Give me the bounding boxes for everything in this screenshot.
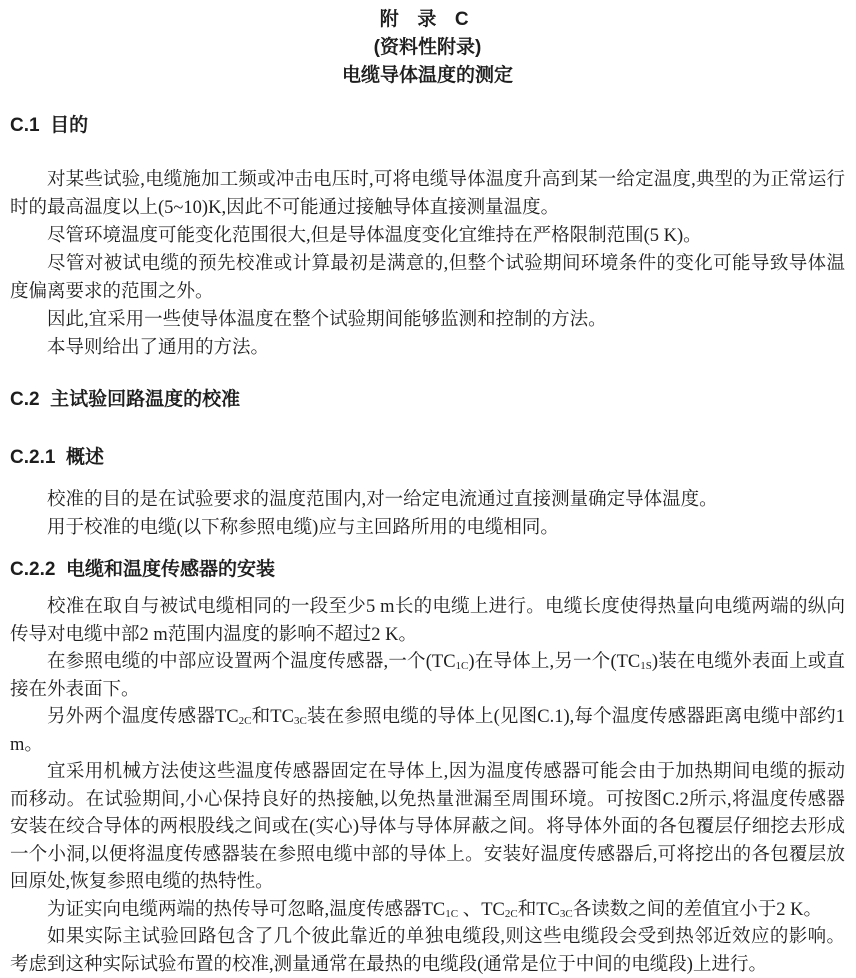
paragraph: 宜采用机械方法使这些温度传感器固定在导体上,因为温度传感器可能会由于加热期间电缆的振动而移动。在试验期间,小心保持良好的热接触,以免热量泄漏至周围环境。可按图C.2所示,将温度传感器安装在绞合导体的两根股线之间或在(实心)导体与导体屏蔽之间。将导体外面的各包覆层仔细挖去形成一个小洞,以便将温度传感器装在参照电缆中部的导体上。安装好温度传感器后,可将挖出的各包覆层放回原处,恢复参照电缆的热特性。: [10, 762, 845, 892]
paragraph: 另外两个温度传感器$TC_{2C}$和$TC_{3C}$装在参照电缆的导体上(见图C.1),每个温度传感器距离电缆中部约1 m。: [10, 707, 845, 755]
section-c21: [10, 444, 845, 542]
paragraph: 尽管对被试电缆的预先校准或计算最初是满意的,但整个试验期间环境条件的变化可能导致导体温度偏离要求的范围之外。: [10, 254, 845, 302]
section-c1-heading: C.1 目的: [10, 115, 89, 136]
paragraph: 校准在取自与被试电缆相同的一段至少5 m长的电缆上进行。电缆长度使得热量向电缆两端的纵向传导对电缆中部2 m范围内温度的影响不超过2 K。: [10, 597, 845, 645]
section-c1: [10, 112, 845, 362]
paragraph: 用于校准的电缆(以下称参照电缆)应与主回路所用的电缆相同。: [47, 518, 559, 538]
paragraph: 尽管环境温度可能变化范围很大,但是导体温度变化宜维持在严格限制范围(5 K)。: [47, 226, 702, 246]
paragraph: 因此,宜采用一些使导体温度在整个试验期间能够监测和控制的方法。: [47, 310, 607, 330]
section-c2: [10, 386, 845, 978]
appendix-title-block: [10, 6, 845, 90]
paragraph: 在参照电缆的中部应设置两个温度传感器,一个$(TC_{1C})$在导体上,另一个$(TC_{1S})$装在电缆外表面上或直接在外表面下。: [10, 652, 845, 700]
paragraph: 为证实向电缆两端的热传导可忽略,温度传感器$TC_{1C}$ 、$TC_{2C}$和$TC_{3C}$各读数之间的差值宜小于2 K。: [47, 899, 822, 920]
section-c2-heading: C.2 主试验回路温度的校准: [10, 389, 241, 410]
section-c22: [10, 556, 845, 978]
paragraph: 校准的目的是在试验要求的温度范围内,对一给定电流通过直接测量确定导体温度。: [47, 490, 718, 510]
appendix-name: 电缆导体温度的测定: [341, 65, 513, 86]
section-c22-heading: C.2.2 电缆和温度传感器的安装: [10, 559, 275, 580]
paragraph: 如果实际主试验回路包含了几个彼此靠近的单独电缆段,则这些电缆段会受到热邻近效应的影响。考虑到这种实际试验布置的校准,测量通常在最热的电缆段(通常是位于中间的电缆段)上进行。: [10, 927, 845, 975]
appendix-label: 附 录 C: [379, 9, 476, 30]
paragraph: 对某些试验,电缆施加工频或冲击电压时,可将电缆导体温度升高到某一给定温度,典型的为正常运行时的最高温度以上(5~10)K,因此不可能通过接触导体直接测量温度。: [10, 170, 845, 218]
appendix-type: (资料性附录): [373, 37, 482, 58]
paragraph: 本导则给出了通用的方法。: [47, 338, 270, 358]
section-c21-heading: C.2.1 概述: [10, 447, 104, 468]
